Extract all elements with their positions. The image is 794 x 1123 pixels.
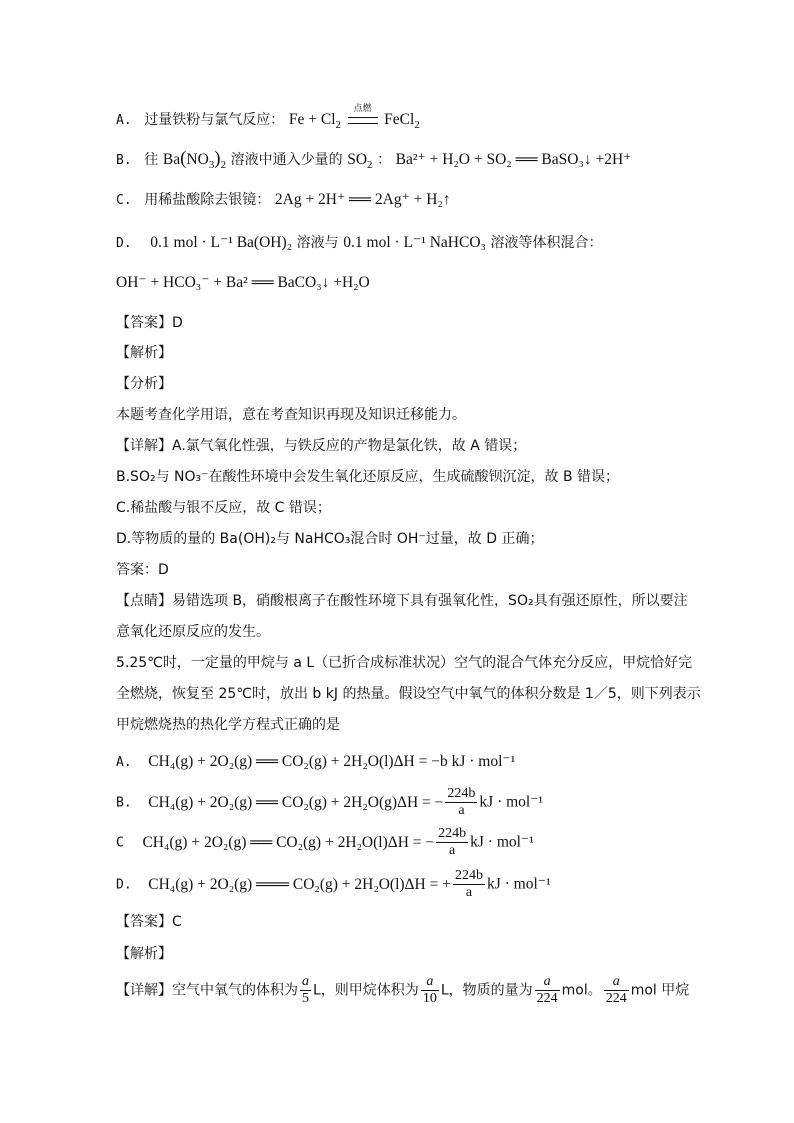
option-text-2: 溶液等体积混合： <box>490 235 603 251</box>
option-label: C <box>116 835 124 851</box>
detail-text-1: 【详解】空气中氧气的体积为 <box>116 982 298 999</box>
fraction: $\frac{224b}{a}$ <box>454 868 483 900</box>
option-text: 用稀盐酸除去银镜： <box>144 192 271 208</box>
fenxi-text: 本题考查化学用语，意在考查知识再现及知识迁移能力。 <box>116 407 466 423</box>
detail-final-line <box>116 974 689 1007</box>
q5-option-a <box>116 752 515 773</box>
detail-text-5: mol 甲烷 <box>630 982 690 999</box>
q5-option-c <box>116 826 534 859</box>
equation: CH₄(g) + 2O₂(g) ══ CO₂(g) + 2H₂O(l)ΔH = −b kJ · mol⁻¹ <box>148 753 516 770</box>
equation-left: $Fe + Cl_2$ <box>288 111 341 131</box>
equation: CH₄(g) + 2O₂(g) ═══ CO₂(g) + 2H₂O(l)ΔH = + <box>148 875 451 893</box>
fraction-a-224: $\frac{a}{224}$ <box>536 974 558 1006</box>
option-d-equation <box>116 273 370 293</box>
option-label: C. <box>116 193 132 208</box>
unit: kJ · mol⁻¹ <box>479 793 544 811</box>
equation-right: FeCl$_2$ <box>384 111 420 131</box>
detail-line-4: D.等物质的量的 Ba(OH)₂与 NaHCO₃混合时 OH⁻过量，故 D 正确； <box>116 531 544 547</box>
option-a-line <box>116 104 420 131</box>
unit: kJ · mol⁻¹ <box>486 875 551 893</box>
option-label: B. <box>116 795 132 811</box>
option-c-line <box>116 190 451 211</box>
fraction: $\frac{224b}{a}$ <box>438 826 467 858</box>
concentration-2: 0.1 mol · L⁻¹ NaHCO₃ <box>343 234 486 251</box>
equation: 2Ag + 2H⁺ ══ 2Ag⁺ + H₂↑ <box>274 191 451 208</box>
detail-text-4: mol。 <box>561 982 602 999</box>
answer-label-2: 【答案】C <box>116 914 182 930</box>
dianjing-line-1: 【点睛】易错选项 B，硝酸根离子在酸性环境下具有强氧化性，SO₂具有强还原性，所以要注 <box>116 593 688 609</box>
concentration-1: 0.1 mol · L⁻¹ Ba(OH)₂ <box>150 234 293 251</box>
detail-line-2: B.SO₂与 NO₃⁻在酸性环境中会发生氧化还原反应，生成硫酸钡沉淀，故 B 错误； <box>116 469 620 485</box>
option-d-line <box>116 233 603 254</box>
q5-option-b <box>116 786 543 819</box>
option-text-2: 溶液中通入少量的 <box>230 152 343 168</box>
detail-line-3: C.稀盐酸与银不反应，故 C 错误； <box>116 500 331 516</box>
formula-so2: $SO_2$ <box>347 151 373 171</box>
equation: CH₄(g) + 2O₂(g) ══ CO₂(g) + 2H₂O(g)ΔH = − <box>148 793 444 811</box>
detail-line-1: 【详解】A.氯气氧化性强，与铁反应的产物是氯化铁，故 A 错误； <box>116 438 527 454</box>
detail-text-3: L，物质的量为 <box>440 982 533 999</box>
answer-line: 答案：D <box>116 562 169 578</box>
fraction-a-5: $\frac{a}{5}$ <box>302 974 309 1006</box>
question-5-line-3: 甲烷燃烧热的热化学方程式正确的是 <box>116 717 340 733</box>
option-text: 溶液与 <box>296 235 339 251</box>
option-text: 过量铁粉与氯气反应： <box>144 112 285 128</box>
detail-text-2: L，则甲烷体积为 <box>313 982 419 999</box>
option-label: A. <box>116 755 132 770</box>
analysis-label-2: 【解析】 <box>116 946 172 962</box>
reaction-arrow: 点燃 <box>348 110 378 130</box>
option-text: 往 <box>144 152 159 168</box>
question-5-line-2: 全燃烧，恢复至 25℃时，放出 b kJ 的热量。假设空气中氧气的体积分数是 1／5，则下列表示 <box>116 686 701 702</box>
equation: OH⁻ + HCO₃⁻ + Ba² ══ BaCO₃↓ +H₂O <box>116 274 370 291</box>
fenxi-label: 【分析】 <box>116 376 172 392</box>
formula-ba-no3: $Ba(NO_3)_2$ <box>162 148 226 171</box>
analysis-label-1: 【解析】 <box>116 345 172 361</box>
answer-label-1: 【答案】D <box>116 315 183 331</box>
option-label: A. <box>116 113 132 128</box>
option-b-line: B. 往 $Ba(NO_3)_2$ 溶液中通入少量的 $SO_2$ ： Ba²⁺ + H₂O + SO₂ ══ BaSO₃↓ +2H⁺ <box>116 148 632 171</box>
dianjing-line-2: 意氧化还原反应的发生。 <box>116 624 270 640</box>
question-5-line-1: 5.25℃时，一定量的甲烷与 a L（已折合成标准状况）空气的混合气体充分反应，甲烷恰好完 <box>116 655 693 671</box>
q5-option-d <box>116 868 551 901</box>
equation: Ba²⁺ + H₂O + SO₂ ══ BaSO₃↓ +2H⁺ <box>395 151 632 168</box>
option-label: B. <box>116 153 132 168</box>
equation: CH₄(g) + 2O₂(g) ══ CO₂(g) + 2H₂O(l)ΔH = − <box>142 833 435 851</box>
option-label: D. <box>116 877 132 893</box>
fraction: $\frac{224b}{a}$ <box>447 786 476 818</box>
unit: kJ · mol⁻¹ <box>470 833 534 851</box>
option-label: D. <box>116 236 132 251</box>
fraction-a-10: $\frac{a}{10}$ <box>422 974 437 1006</box>
fraction-a-224-2: $\frac{a}{224}$ <box>605 974 627 1006</box>
